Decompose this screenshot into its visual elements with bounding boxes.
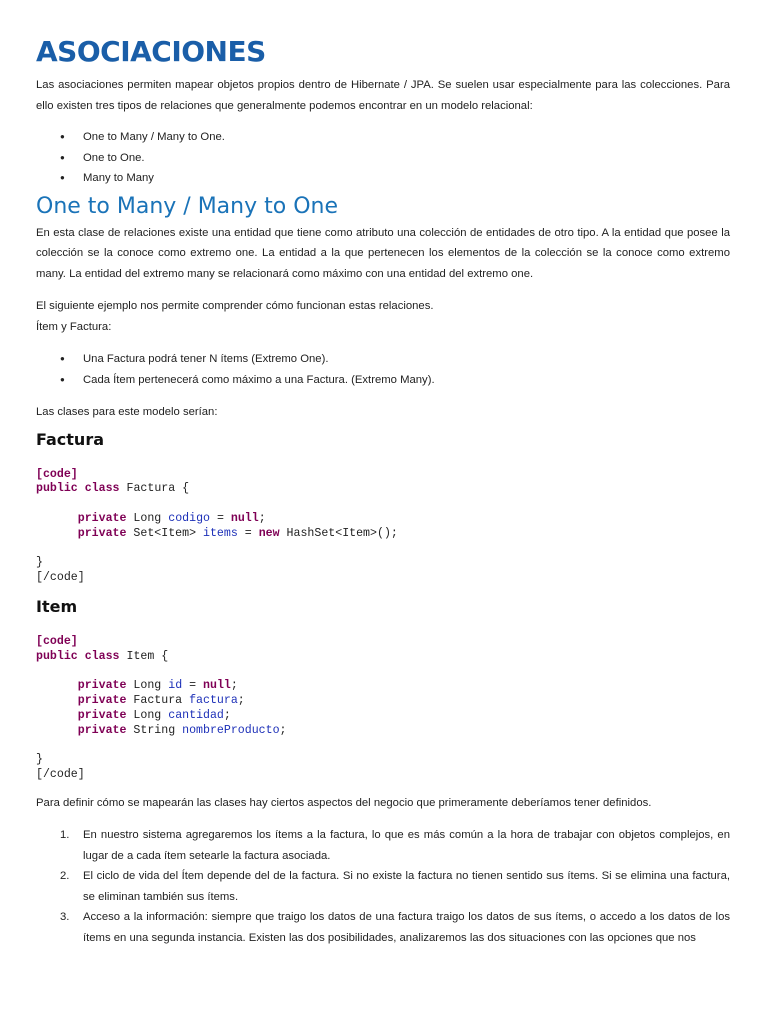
subheading-factura: Factura xyxy=(36,429,104,449)
intro-paragraph: Las asociaciones permiten mapear objetos propios dentro de Hibernate / JPA. Se suelen usar especialmente para las colecciones. Para ello existen tres tipos de relaciones que generalmente podemos encontrar en un modelo relacional: xyxy=(36,79,730,112)
code-block-factura: [code] public class Factura { private Long codigo = null; private Set<Item> items = new HashSet<Item>(); } [/code] xyxy=(36,467,398,585)
bullet-icon: ● xyxy=(60,374,65,384)
example-list xyxy=(36,349,730,390)
bullet-icon: ● xyxy=(60,354,65,363)
relation-types-list xyxy=(36,127,730,189)
list-item: ● Una Factura podrá tener N ítems (Extremo One). xyxy=(36,349,730,370)
page-title: ASOCIACIONES xyxy=(36,35,266,68)
list-item: ● One to One. xyxy=(36,148,730,169)
section-paragraph: El siguiente ejemplo nos permite comprender cómo funcionan estas relaciones. xyxy=(36,300,434,312)
section-paragraph: Ítem y Factura: xyxy=(36,320,112,333)
list-item: ● One to Many / Many to One. xyxy=(36,127,730,148)
list-item: ● Cada Ítem pertenecerá como máximo a una Factura. (Extremo Many). xyxy=(36,370,730,391)
document-page xyxy=(36,32,730,948)
bullet-icon: ● xyxy=(60,173,65,182)
list-item: ● Many to Many xyxy=(36,168,730,189)
list-number: 3. xyxy=(60,911,70,924)
list-number: 1. xyxy=(60,829,70,842)
bullet-icon: ● xyxy=(60,132,65,141)
list-item: 3. Acceso a la información: siempre que traigo los datos de una factura traigo los datos de sus ítems, o accedo a los datos de los ítems en una segunda instancia. Existen las dos posibilidades, analizaremos las dos situaciones con las opciones que nos xyxy=(36,907,730,948)
bullet-icon: ● xyxy=(60,152,65,162)
closing-paragraph: Para definir cómo se mapearán las clases hay ciertos aspectos del negocio que primeramente deberíamos tener definidos. xyxy=(36,796,652,809)
section-heading-one-to-many: One to Many / Many to One xyxy=(36,193,338,219)
section-paragraph: En esta clase de relaciones existe una entidad que tiene como atributo una colección de entidades de otro tipo. A la entidad que posee la colección se la conoce como extremo one. La entidad a la que pertenecen los elementos de la colección se la conoce como extremo many. La entidad del extremo many se relacionará como máximo con una entidad del extremo one. xyxy=(36,226,730,280)
subheading-item: Item xyxy=(36,596,78,616)
list-item: 1. En nuestro sistema agregaremos los ítems a la factura, lo que es más común a la hora de trabajar con objetos complejos, en lugar de a cada ítem setearle la factura asociada. xyxy=(36,825,730,866)
business-aspects-list xyxy=(36,825,730,948)
code-block-item: [code] public class Item { private Long id = null; private Factura factura; private Long cantidad; private String nombreProducto; } [/code] xyxy=(36,634,287,782)
list-number: 2. xyxy=(60,870,70,883)
section-paragraph: Las clases para este modelo serían: xyxy=(36,406,218,418)
list-item: 2. El ciclo de vida del Ítem depende del de la factura. Si no existe la factura no tienen sentido sus ítems. Si se elimina una factura, se eliminan también sus ítems. xyxy=(36,866,730,907)
